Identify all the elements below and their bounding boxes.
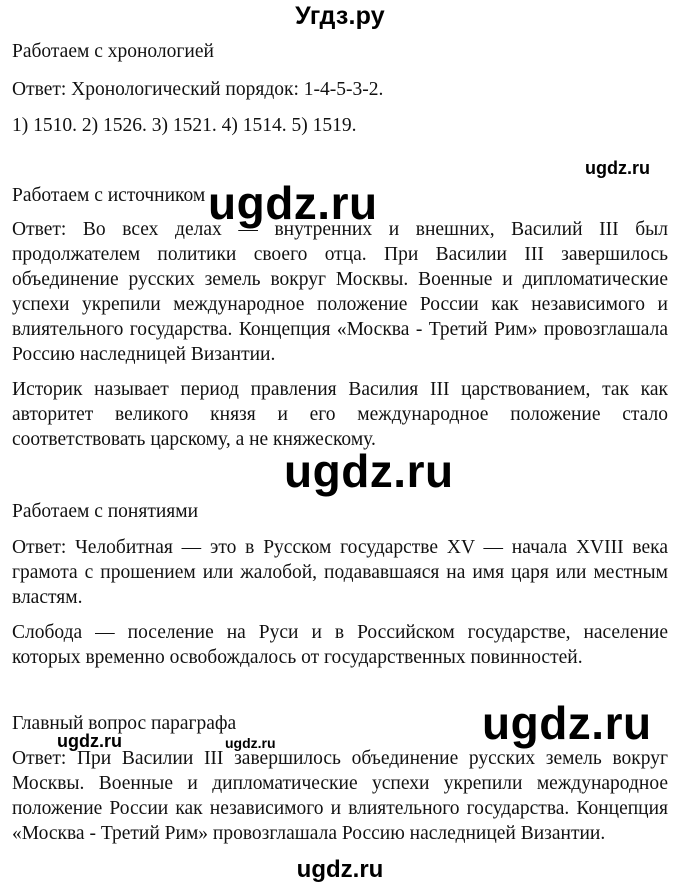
watermark: ugdz.ru xyxy=(585,158,650,178)
page-title: Угдз.ру xyxy=(295,2,385,30)
paragraph-line: Историк называет период правления Василия III царствованием, так как xyxy=(12,379,668,400)
paragraph-line: авторитет великого князя и его международное положение стало xyxy=(12,404,668,425)
paragraph-line: Россию наследницей Византии. xyxy=(12,344,276,365)
paragraph-line: властям. xyxy=(12,587,83,608)
watermark: ugdz.ru xyxy=(482,697,652,749)
paragraph-line: положение России как независимого и влиятельного государства. Концепция xyxy=(12,798,668,819)
paragraph-line: Москвы. Военные и дипломатические успехи укрепили международное xyxy=(12,773,668,794)
dates-line: 1) 1510. 2) 1526. 3) 1521. 4) 1514. 5) 1519. xyxy=(12,115,357,136)
section-heading-main-question: Главный вопрос параграфа xyxy=(12,713,237,734)
paragraph-line: объединение русских земель вокруг Москвы. Военные и дипломатические xyxy=(12,269,668,290)
paragraph-line: Слобода — поселение на Руси и в Российском государстве, население xyxy=(12,622,668,643)
paragraph-line: продолжателем политики своего отца. При Василии III завершилось xyxy=(12,244,668,265)
paragraph-line: грамота с прошением или жалобой, подававшаяся на имя царя или местным xyxy=(12,562,668,583)
section-heading-concepts: Работаем с понятиями xyxy=(12,501,199,522)
paragraph-line: успехи укрепили международное положение России как независимого и xyxy=(12,294,668,315)
paragraph-line: соответствовать царскому, а не княжескому. xyxy=(12,429,376,450)
paragraph-line: влиятельного государства. Концепция «Москва - Третий Рим» провозглашала xyxy=(12,319,668,340)
watermark: ugdz.ru xyxy=(296,856,384,883)
paragraph-line: Ответ: Челобитная — это в Русском государстве XV — начала XVIII века xyxy=(12,537,668,558)
paragraph-line: Ответ: Во всех делах — внутренних и внешних, Василий III был xyxy=(12,219,668,240)
section-heading-chronology: Работаем с хронологией xyxy=(12,41,214,62)
paragraph-line: Ответ: При Василии III завершилось объединение русских земель вокруг xyxy=(12,748,668,769)
watermark: ugdz.ru xyxy=(284,445,454,497)
watermark: ugdz.ru xyxy=(57,731,122,751)
watermark: ugdz.ru xyxy=(225,735,276,751)
section-heading-source: Работаем с источником xyxy=(12,185,206,206)
answer-line: Ответ: Хронологический порядок: 1-4-5-3-2. xyxy=(12,79,384,100)
paragraph-line: «Москва - Третий Рим» провозглашала Россию наследницей Византии. xyxy=(12,823,606,844)
paragraph-line: которых временно освобождалось от государственных повинностей. xyxy=(12,647,583,668)
watermark: ugdz.ru xyxy=(208,177,378,229)
